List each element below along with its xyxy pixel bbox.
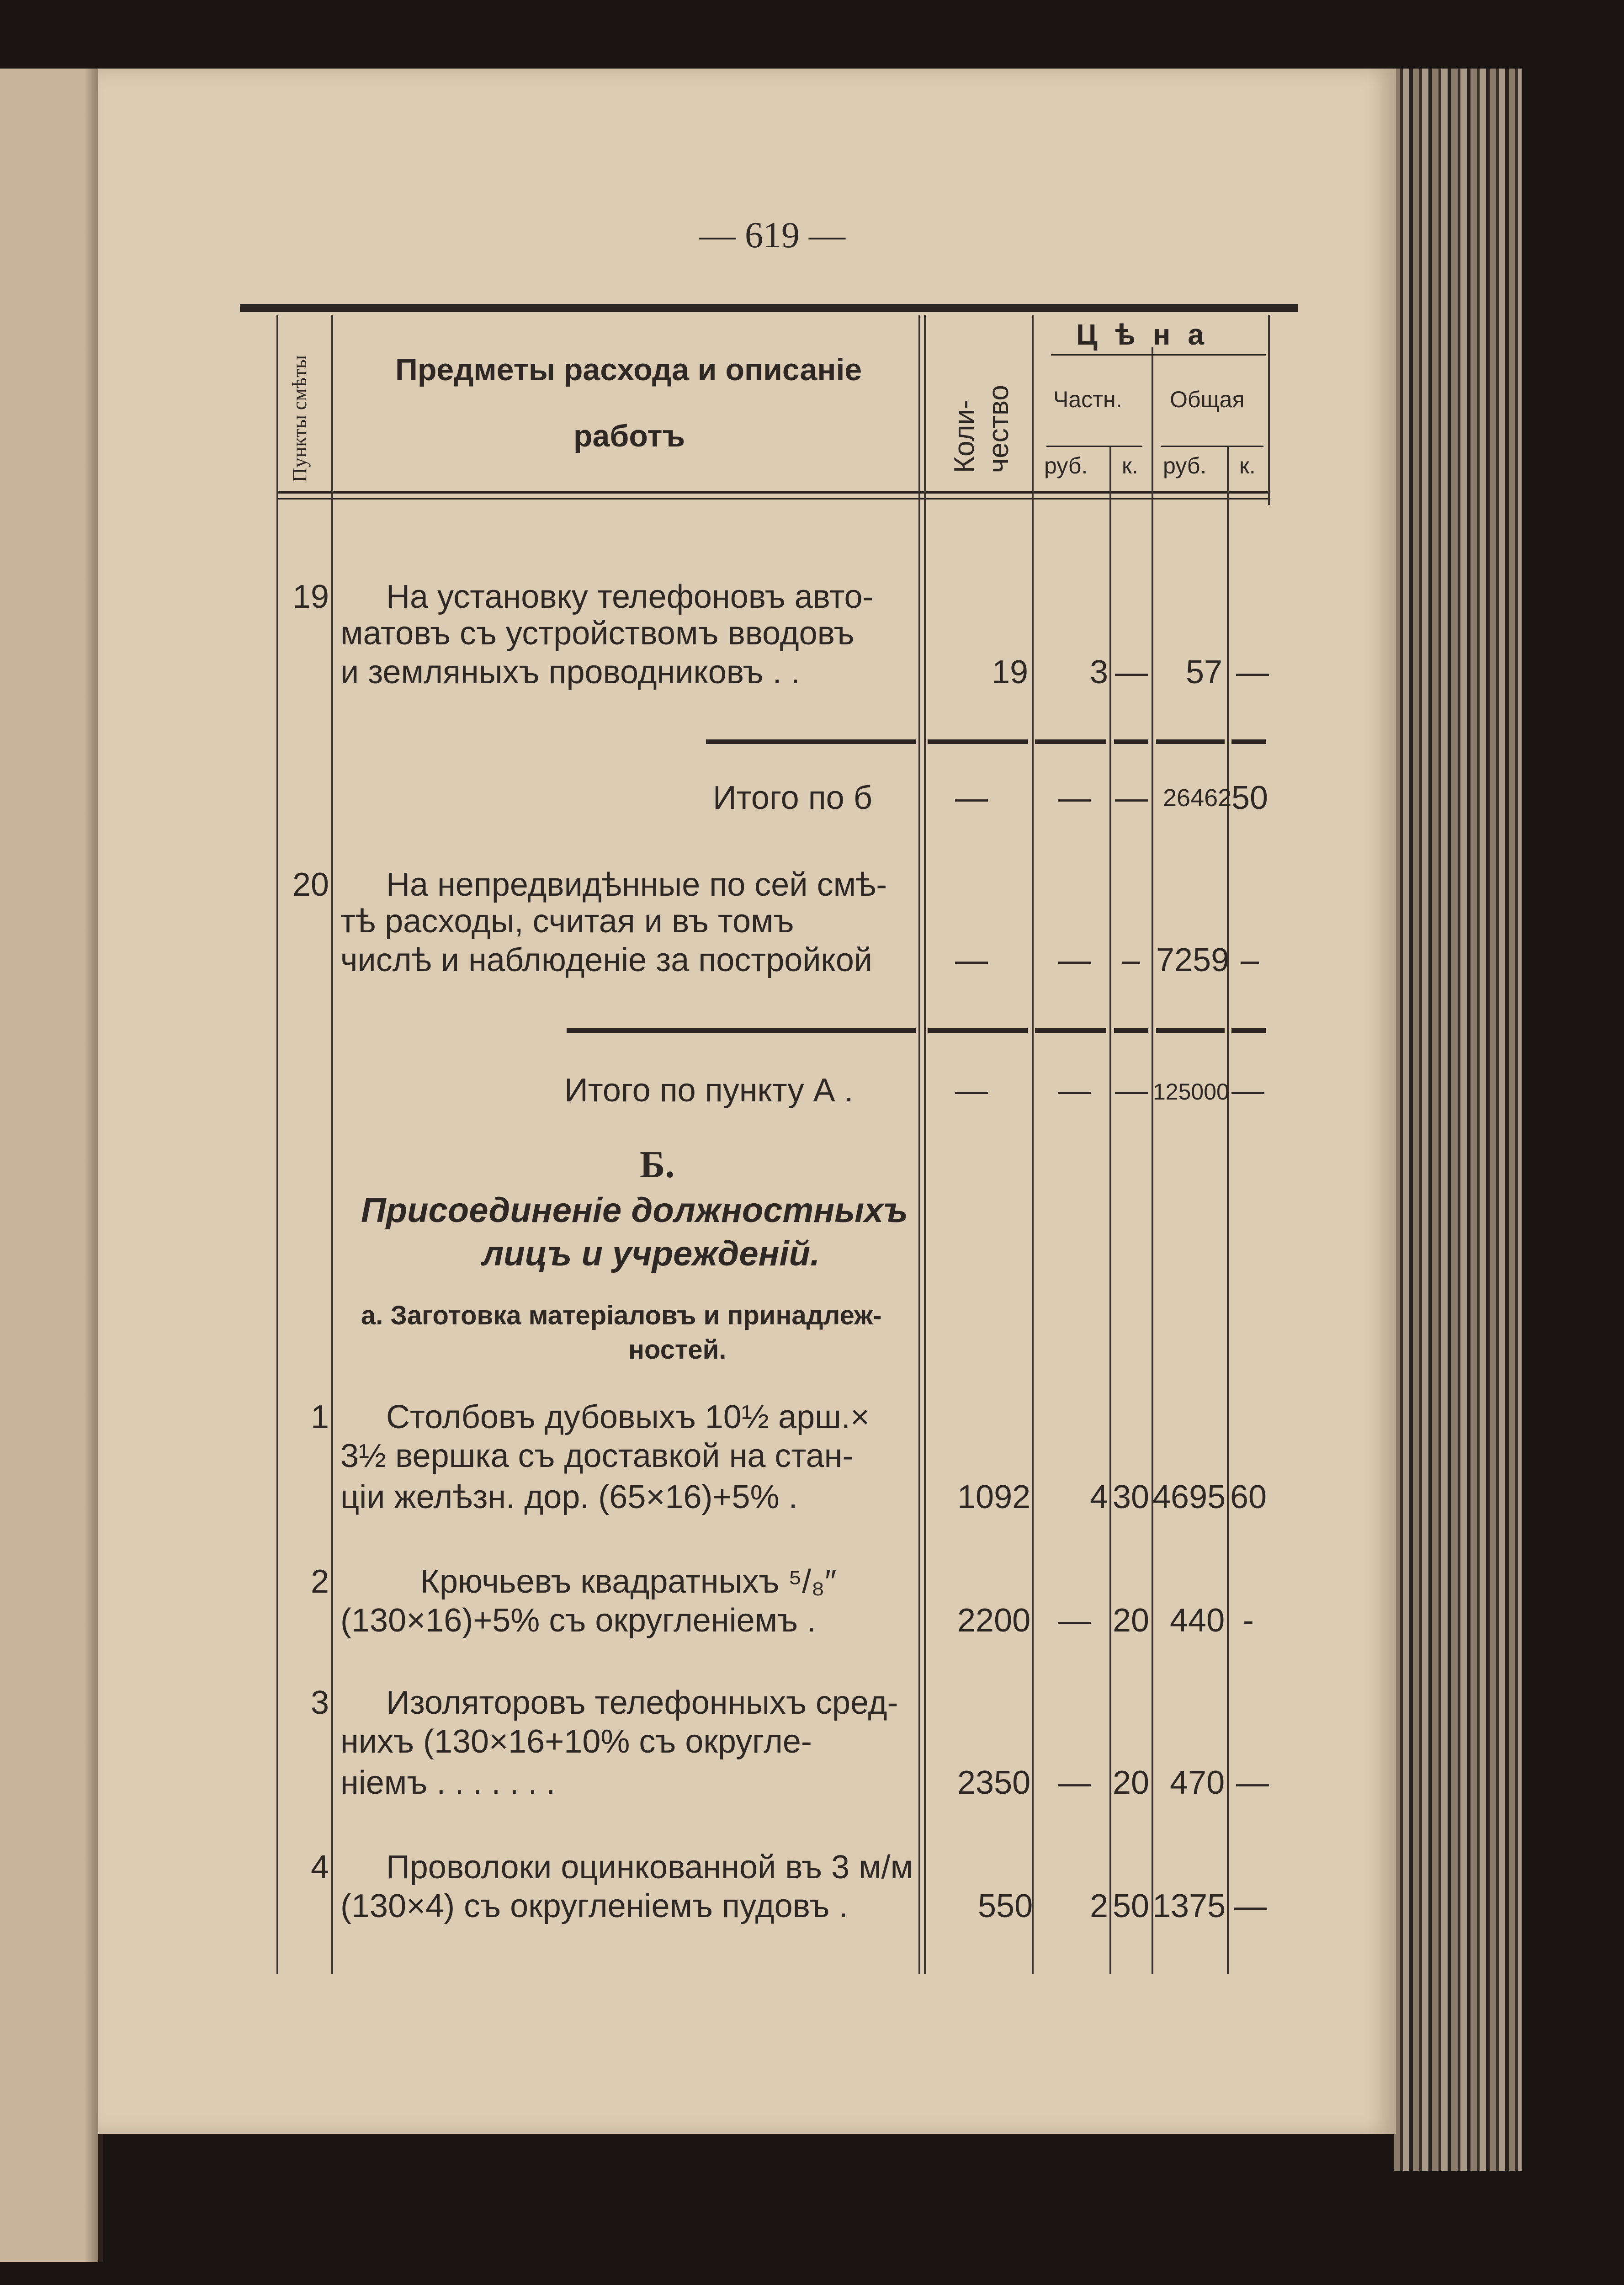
row-1-qty: 1092 [957, 1479, 1031, 1515]
total-a-trub: 125000 [1153, 1079, 1229, 1105]
col-line-total [1152, 347, 1153, 1974]
row-1-text-1: Столбовъ дубовыхъ 10½ арш.× [386, 1399, 870, 1435]
row-19-pkop: — [1115, 654, 1148, 691]
total-a-tkop: — [1231, 1072, 1264, 1109]
subtotal-rule [1035, 739, 1106, 744]
subsection-title-2: ностей. [628, 1335, 727, 1365]
total-rule [1035, 1028, 1106, 1033]
row-20-tkop: – [1241, 942, 1259, 978]
row-1-num: 1 [311, 1399, 329, 1435]
row-2-prub: — [1058, 1602, 1091, 1639]
col-header-total: Общая [1170, 387, 1245, 412]
section-title-1: Присоединеніе должностныхъ [361, 1191, 908, 1230]
section-letter: Б. [640, 1143, 675, 1186]
col-line-pkop [1109, 446, 1111, 1974]
row-19-prub: 3 [1090, 654, 1109, 691]
row-3-qty: 2350 [957, 1764, 1031, 1801]
page-edges [1394, 69, 1522, 2171]
row-19-text-1: На установку телефоновъ авто- [386, 579, 874, 615]
col-line-points [276, 315, 278, 1974]
total-rule [1231, 1028, 1266, 1033]
col-header-rub1: руб. [1044, 453, 1088, 478]
col-line-partial [1032, 315, 1034, 1974]
total-a-label: Итого по пункту А . [564, 1072, 854, 1109]
row-2-tkop: - [1243, 1602, 1254, 1639]
row-19-text-3: и земляныхъ проводниковъ . . [340, 654, 800, 691]
row-20-num: 20 [292, 866, 329, 903]
total-a-prub: — [1058, 1072, 1091, 1109]
subtotal-b-trub: 26462 [1163, 784, 1232, 812]
row-19-num: 19 [292, 579, 329, 615]
row-1-trub: 4695 [1152, 1479, 1226, 1515]
row-20-pkop: – [1122, 942, 1141, 978]
total-underline [1161, 446, 1263, 447]
subtotal-rule [928, 739, 1028, 744]
row-19-trub: 57 [1186, 654, 1223, 691]
left-page [0, 69, 98, 2262]
col-header-items-2: работъ [573, 419, 685, 453]
col-header-rub2: руб. [1163, 453, 1207, 478]
subtotal-rule [706, 739, 916, 744]
row-4-pkop: 50 [1113, 1888, 1150, 1924]
col-header-partial: Частн. [1053, 387, 1122, 412]
total-rule [567, 1028, 916, 1033]
total-rule [928, 1028, 1028, 1033]
row-4-text-2: (130×4) съ округленіемъ пудовъ . [340, 1888, 848, 1924]
row-3-tkop: — [1236, 1764, 1269, 1801]
subtotal-b-qty: — [955, 780, 988, 816]
row-20-qty: — [955, 942, 988, 978]
row-4-trub: 1375 [1152, 1888, 1226, 1924]
row-4-qty: 550 [978, 1888, 1033, 1924]
row-3-text-2: нихъ (130×16+10% съ округле- [340, 1723, 812, 1760]
total-rule [1156, 1028, 1225, 1033]
row-1-pkop: 30 [1113, 1479, 1150, 1515]
col-header-items-1: Предметы расхода и описаніе [395, 352, 862, 387]
subtotal-b-label: Итого по б [713, 780, 872, 816]
row-1-text-2: 3½ вершка съ доставкой на стан- [340, 1438, 854, 1474]
subtotal-b-pkop: — [1115, 780, 1148, 816]
row-2-text-1: Крючьевъ квадратныхъ ⁵/₈″ [420, 1563, 837, 1600]
row-20-prub: — [1058, 942, 1091, 978]
col-header-qty-2: чество [983, 385, 1014, 473]
row-20-text-3: числѣ и наблюденіе за постройкой [340, 942, 873, 978]
row-4-num: 4 [311, 1849, 329, 1886]
row-2-qty: 2200 [957, 1602, 1031, 1639]
row-20-text-2: тѣ расходы, считая и въ томъ [340, 903, 794, 940]
section-title-2: лицъ и учрежденій. [482, 1234, 820, 1273]
row-3-num: 3 [311, 1685, 329, 1721]
row-19-tkop: — [1236, 654, 1269, 691]
row-1-text-3: ціи желѣзн. дор. (65×16)+5% . [340, 1479, 798, 1515]
row-3-text-3: ніемъ . . . . . . . [340, 1764, 556, 1801]
subtotal-rule [1114, 739, 1148, 744]
page-number: — 619 — [699, 215, 845, 255]
row-19-qty: 19 [992, 654, 1029, 691]
col-line-qty-b [924, 315, 926, 1974]
row-4-text-1: Проволоки оцинкованной въ 3 м/м [386, 1849, 913, 1886]
row-4-tkop: — [1234, 1888, 1267, 1924]
row-2-num: 2 [311, 1563, 329, 1600]
subtotal-rule [1156, 739, 1225, 744]
header-rule [276, 491, 1270, 494]
subsection-title-1: а. Заготовка матеріаловъ и принадлеж- [361, 1301, 882, 1330]
price-underline [1051, 354, 1266, 356]
col-header-points: Пункты смѣты [288, 355, 311, 482]
partial-underline [1046, 446, 1142, 447]
col-line-right [1268, 315, 1270, 505]
row-1-prub: 4 [1090, 1479, 1109, 1515]
row-19-text-2: матовъ съ устройствомъ вводовъ [340, 615, 854, 652]
row-3-text-1: Изоляторовъ телефонныхъ сред- [386, 1685, 898, 1721]
row-3-pkop: 20 [1113, 1764, 1150, 1801]
col-header-kop1: к. [1122, 453, 1138, 478]
header-rule-2 [276, 498, 1270, 500]
row-20-text-1: На непредвидѣнные по сей смѣ- [386, 866, 887, 903]
row-2-text-2: (130×16)+5% съ округленіемъ . [340, 1602, 817, 1639]
col-line-tkop [1227, 446, 1229, 1974]
row-3-trub: 470 [1170, 1764, 1225, 1801]
top-rule [240, 304, 1298, 312]
col-header-price: Цѣна [1076, 318, 1221, 351]
subtotal-b-prub: — [1058, 780, 1091, 816]
total-rule [1114, 1028, 1148, 1033]
total-a-pkop: — [1115, 1072, 1148, 1109]
col-line-qty-a [918, 315, 920, 1974]
col-header-qty-1: Коли- [949, 399, 980, 473]
row-1-tkop: 60 [1230, 1479, 1267, 1515]
row-2-trub: 440 [1170, 1602, 1225, 1639]
row-3-prub: — [1058, 1764, 1091, 1801]
col-line-items [331, 315, 333, 1974]
total-a-qty: — [955, 1072, 988, 1109]
row-4-prub: 2 [1090, 1888, 1109, 1924]
subtotal-rule [1231, 739, 1266, 744]
col-header-kop2: к. [1239, 453, 1256, 478]
row-20-trub: 7259 [1156, 942, 1230, 978]
subtotal-b-tkop: 50 [1231, 780, 1268, 816]
row-2-pkop: 20 [1113, 1602, 1150, 1639]
